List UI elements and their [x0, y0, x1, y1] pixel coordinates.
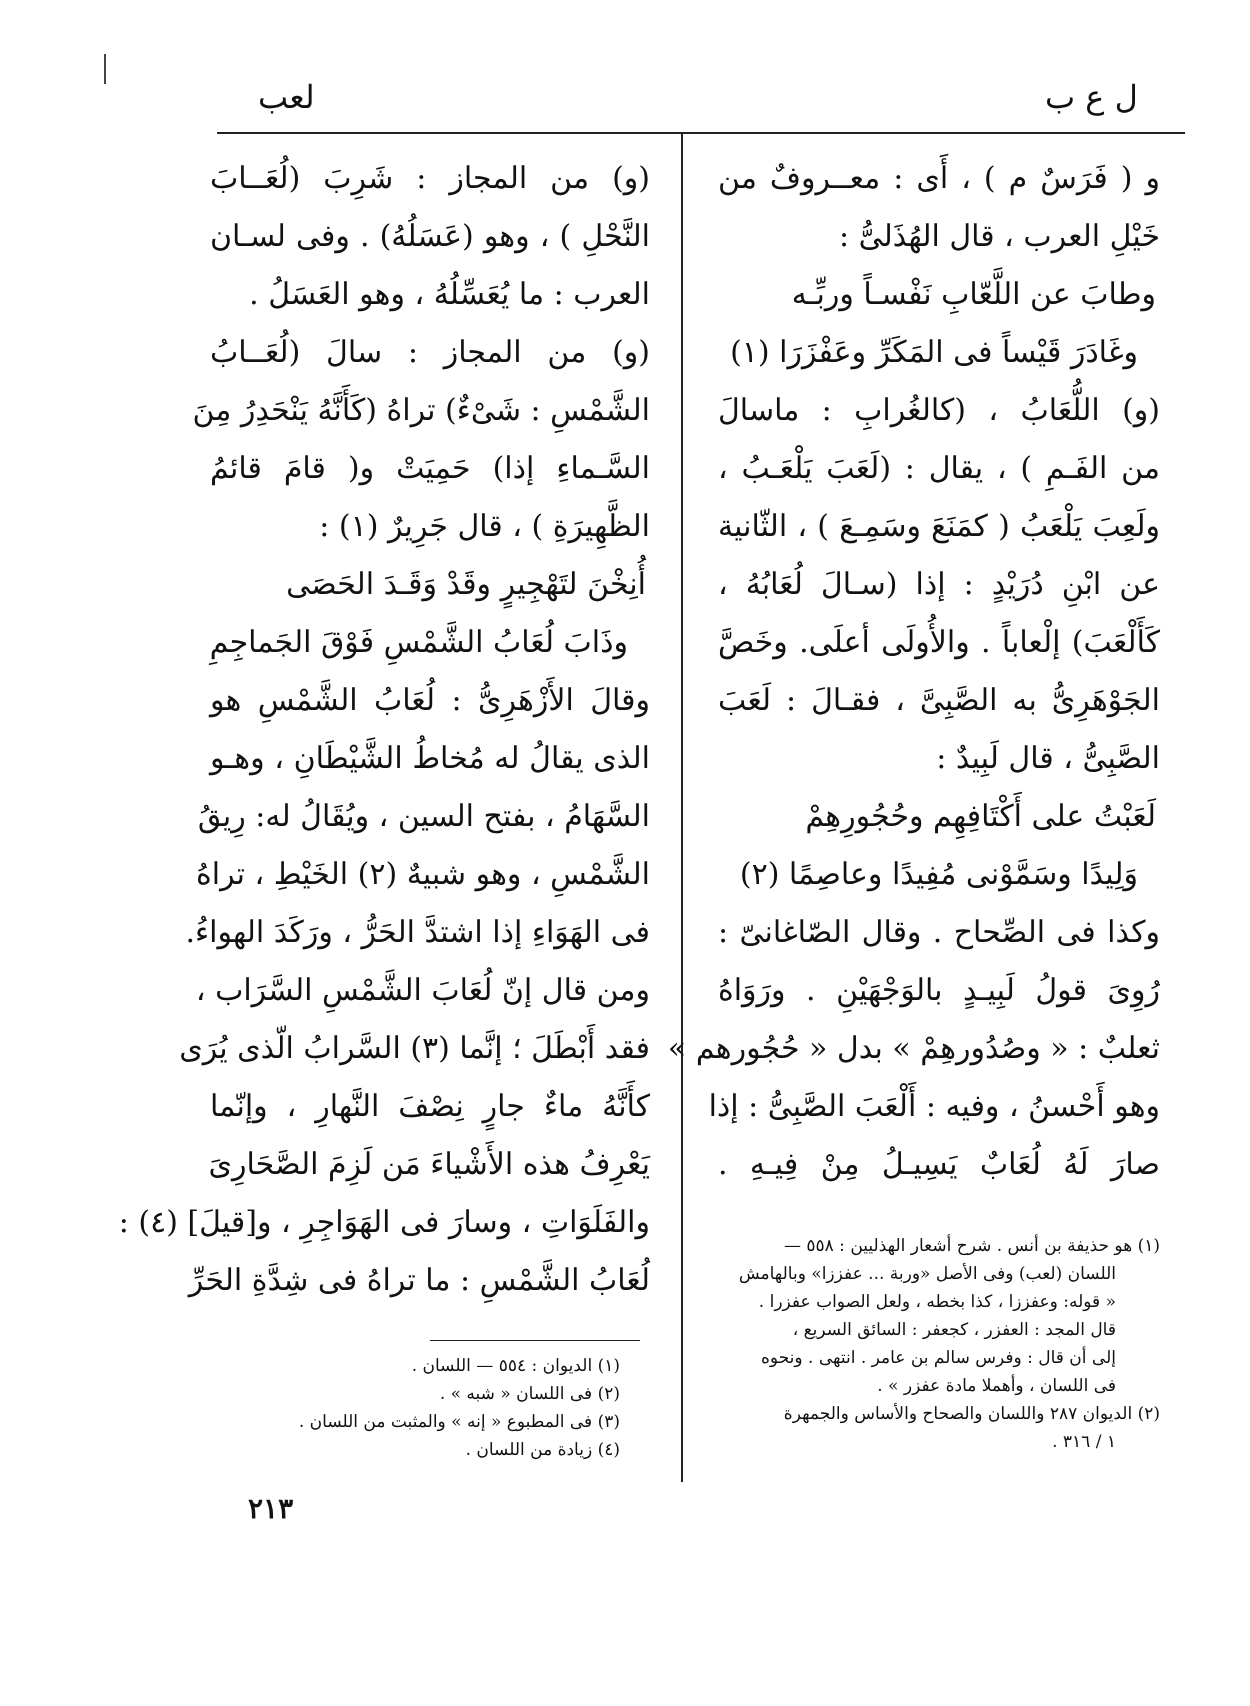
verse-line: وطابَ عن اللَّعّابِ نَفْسـاً وربِّـه	[791, 277, 1156, 312]
header-keyword-left: لعب	[258, 78, 315, 116]
verse-line: وَلِيدًا وسَمَّوْنى مُفِيدًا وعاصِمًا (٢)	[739, 857, 1138, 892]
text-line: السَّـماءِ إذا) حَمِيَتْ و( قامَ قائمُ	[210, 451, 650, 486]
text-line: الذى يقالُ له مُخاطُ الشَّيْطَانِ ، وهـو	[210, 741, 650, 776]
footnote-line: قال المجد : العفزر ، كجعفر : السائق السريع ،	[792, 1320, 1116, 1340]
text-line: فى الهَوَاءِ إذا اشتدَّ الحَرُّ ، ورَكَدَ الهواءُ.	[185, 915, 650, 950]
text-line: ثعلبٌ : « وصُدُورهِمْ » بدل « حُجُورهم »	[667, 1031, 1160, 1066]
text-line: ولَعِبَ يَلْعَبُ ( كمَنَعَ وسَمِـعَ ) ، الثّانية	[718, 509, 1160, 544]
footnote-line: إلى أن قال : وفرس سالم بن عامر . انتهى . ونحوه	[761, 1348, 1116, 1368]
text-line: (و) من المجاز : شَرِبَ (لُعَــابَ	[210, 161, 650, 196]
text-line: الشَّمْسِ : شَىْءٌ) تراهُ (كَأَنَّهُ يَنْحَدِرُ مِنَ	[192, 393, 650, 428]
text-line: النَّحْلِ ) ، وهو (عَسَلُهُ) . وفى لسـان	[210, 219, 650, 254]
text-line: عن ابْنِ دُرَيْدٍ : إذا (سـالَ لُعَابُهُ ،	[718, 567, 1160, 602]
right-column	[667, 150, 1160, 1194]
text-line: (و) اللُّعَابُ ، (كالغُرابِ : ماسالَ	[718, 393, 1160, 428]
text-line: الظَّهِيرَةِ ) ، قال جَرِيرٌ (١) :	[319, 509, 650, 544]
footnote-line: (٢) فى اللسان « شبه » .	[439, 1384, 620, 1404]
verse-line: لَعَبْتُ على أَكْتَافِهِم وحُجُورِهِمْ	[805, 799, 1156, 834]
text-line: الصَّبِىُّ ، قال لَبِيدٌ :	[936, 741, 1160, 776]
footnote-line: (٢) الديوان ٢٨٧ واللسان والصحاح والأساس والجمهرة	[783, 1404, 1160, 1424]
text-line: خَيْلِ العرب ، قال الهُذَلىُّ :	[838, 219, 1160, 254]
header-keyword-right: ل ع ب	[1045, 78, 1138, 116]
footnote-line: (١) الديوان : ٥٥٤ — اللسان .	[411, 1356, 620, 1376]
text-line: ومن قال إنّ لُعَابَ الشَّمْسِ السَّرَاب ،	[195, 973, 650, 1008]
verse-line: وغَادَرَ قَيْساً فى المَكَرِّ وعَفْزَرَا (١)	[730, 335, 1138, 370]
text-line: من الفَـمِ ) ، يقال : (لَعَبَ يَلْعَـبُ ،	[718, 451, 1160, 486]
text-line: الشَّمْسِ ، وهو شبيهٌ (٢) الخَيْطِ ، تراهُ	[196, 857, 650, 892]
footnote-line: (١) هو حذيفة بن أنس . شرح أشعار الهذليين : ٥٥٨ —	[783, 1236, 1160, 1256]
text-line: (و) من المجاز : سالَ (لُعَــابُ	[210, 335, 650, 370]
text-line: والفَلَوَاتِ ، وسارَ فى الهَوَاجِرِ ، و[قيلَ] (٤) :	[118, 1205, 650, 1240]
text-line: الجَوْهَرِىُّ به الصَّبِىَّ ، فقـالَ : لَعَبَ	[718, 683, 1160, 718]
left-footnotes	[210, 1352, 620, 1464]
text-line: صارَ لَهُ لُعَابٌ يَسِيـلُ مِنْ فِيـهِ .	[718, 1147, 1160, 1182]
column-divider	[681, 134, 683, 1482]
text-line: السَّهَامُ ، بفتح السين ، ويُقَالُ له: رِيقُ	[197, 799, 650, 834]
footnote-line: (٤) زيادة من اللسان .	[465, 1440, 620, 1460]
page-number: ٢١٣	[248, 1492, 294, 1525]
text-line: يَعْرِفُ هذه الأَشْياءَ مَن لَزِمَ الصَّحَارِىَ	[208, 1147, 650, 1182]
text-line: وهو أَحْسنُ ، وفيه : أَلْعَبَ الصَّبِىُّ : إذا	[708, 1089, 1160, 1124]
text-line: العرب : ما يُعَسِّلُهُ ، وهو العَسَلُ .	[249, 277, 650, 312]
text-line: وكذا فى الصِّحاح . وقال الصّاغانىّ :	[718, 915, 1160, 950]
text-line: كَأَلْعَبَ) إلْعاباً . والأُولَى أعلَى. وخَصَّ	[718, 625, 1160, 660]
footnote-line: « قوله: وعفززا ، كذا بخطه ، ولعل الصواب عفزرا .	[758, 1292, 1116, 1312]
footnote-line: ١ / ٣١٦ .	[1052, 1432, 1116, 1452]
footnote-rule	[430, 1340, 640, 1341]
right-footnotes	[714, 1232, 1160, 1456]
verse-line: أُنِخْنَ لتَهْجِيرٍ وقَدْ وَقَـدَ الحَصَى	[286, 567, 646, 602]
margin-mark	[104, 54, 106, 84]
text-line: و ( فَرَسٌ م ) ، أَى : معــروفٌ من	[718, 161, 1160, 196]
text-line: كأَنَّهُ ماءٌ جارٍ نِصْفَ النَّهارِ ، وإنّما	[210, 1089, 650, 1124]
text-line: فقد أَبْطَلَ ؛ إنَّما (٣) السَّرابُ الّذى يُرَى	[179, 1031, 650, 1066]
verse-line: وذَابَ لُعَابُ الشَّمْسِ فَوْقَ الجَماجِمِ	[209, 625, 628, 660]
footnote-line: (٣) فى المطبوع « إنه » والمثبت من اللسان .	[298, 1412, 620, 1432]
text-line: لُعَابُ الشَّمْسِ : ما تراهُ فى شِدَّةِ الحَرِّ	[188, 1263, 650, 1298]
header-rule	[217, 132, 1185, 134]
footnote-line: اللسان (لعب) وفى الأصل «وربة ... عفززا» وبالهامش	[738, 1264, 1116, 1284]
footnote-line: فى اللسان ، وأهملا مادة عفزر » .	[877, 1376, 1116, 1396]
text-line: رُوِىَ قولُ لَبِيـدٍ بالوَجْهَيْنِ . ورَوَاهُ	[718, 973, 1160, 1008]
left-column	[118, 150, 650, 1310]
text-line: وقالَ الأَزْهَرِىُّ : لُعَابُ الشَّمْسِ هو	[210, 683, 650, 718]
